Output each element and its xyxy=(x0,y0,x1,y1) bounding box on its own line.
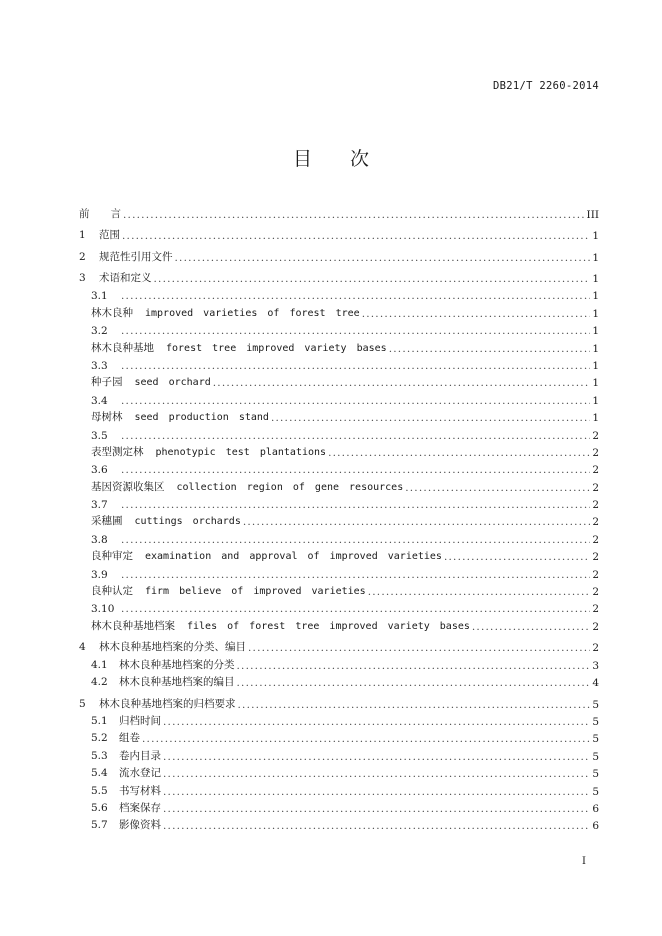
toc-entry-title xyxy=(91,499,119,511)
toc-entry[interactable] xyxy=(79,476,599,493)
toc-entry-title xyxy=(91,548,442,563)
dot-leader xyxy=(121,534,590,546)
toc-entry-english: seed orchard xyxy=(134,377,211,389)
toc-entry-page: 1 xyxy=(592,251,599,264)
toc-entry-label: 档案保存 xyxy=(119,801,161,814)
dot-leader xyxy=(472,621,590,633)
toc-entry-page: 2 xyxy=(592,551,599,564)
toc-entry-title xyxy=(79,639,246,654)
dot-leader xyxy=(121,360,590,372)
toc-entry-page: 6 xyxy=(592,802,599,815)
toc-entry-page: 6 xyxy=(592,820,599,833)
toc-entry-number: 5.5 xyxy=(91,784,108,797)
toc-entry[interactable] xyxy=(79,459,599,476)
toc-entry-number: 5.6 xyxy=(91,801,108,814)
toc-entry-label: 林木良种基地 xyxy=(91,341,154,354)
toc-entry-page: 2 xyxy=(592,481,599,494)
toc-entry-page: 2 xyxy=(592,603,599,616)
toc-entry-label: 林木良种基地档案的分类 xyxy=(119,658,235,671)
toc-entry-title xyxy=(91,748,161,763)
toc-entry-number: 4.1 xyxy=(91,658,108,671)
toc-entry-page: 2 xyxy=(592,586,599,599)
toc-entry-title xyxy=(79,249,173,264)
toc-entry[interactable] xyxy=(79,815,599,832)
dot-leader xyxy=(121,325,590,337)
toc-entry-title xyxy=(91,674,235,689)
toc-entry-number: 3.3 xyxy=(91,359,108,372)
toc-entry[interactable] xyxy=(79,494,599,511)
toc-entry-title xyxy=(91,479,403,494)
toc-entry-label: 林木良种基地档案的归档要求 xyxy=(99,697,236,710)
toc-entry[interactable] xyxy=(79,763,599,780)
toc-entry[interactable] xyxy=(79,654,599,671)
toc-entry-english: phenotypic test plantations xyxy=(155,446,327,458)
toc-entry[interactable] xyxy=(79,546,599,563)
toc-entry-label: 规范性引用文件 xyxy=(99,250,173,263)
toc-entry-title xyxy=(79,696,236,711)
dot-leader xyxy=(122,230,590,242)
toc-entry-title xyxy=(91,409,269,424)
toc-entry[interactable] xyxy=(79,728,599,745)
toc-entry-number: 3.7 xyxy=(91,499,108,512)
toc-entry-page: 2 xyxy=(592,642,599,655)
toc-entry-page: 5 xyxy=(592,698,599,711)
dot-leader xyxy=(362,308,591,320)
toc-entry-title xyxy=(91,340,387,355)
toc-entry-page: 1 xyxy=(592,290,599,303)
toc-entry-title xyxy=(91,657,235,672)
toc-entry-label: 林木良种基地档案的编目 xyxy=(119,676,235,689)
toc-entry-number: 4 xyxy=(79,641,86,654)
toc-entry-number: 5.2 xyxy=(91,732,108,745)
table-of-contents xyxy=(79,199,599,832)
toc-entry-label: 种子园 xyxy=(91,376,123,389)
toc-entry-label: 流水登记 xyxy=(119,767,161,780)
toc-entry-number: 3.6 xyxy=(91,464,108,477)
toc-entry-label: 林木良种基地档案 xyxy=(91,619,175,632)
toc-entry-title xyxy=(91,817,161,832)
toc-entry-label: 表型测定林 xyxy=(91,445,144,458)
toc-entry-title xyxy=(91,513,241,528)
toc-entry[interactable] xyxy=(79,528,599,545)
toc-entry-page: 2 xyxy=(592,499,599,512)
dot-leader xyxy=(123,209,585,221)
toc-entry[interactable] xyxy=(79,337,599,354)
toc-entry-page: III xyxy=(586,208,599,221)
toc-entry-number: 3.9 xyxy=(91,568,108,581)
toc-entry-label: 归档时间 xyxy=(119,714,161,727)
toc-entry-label: 林木良种基地档案的分类、编目 xyxy=(99,641,246,654)
toc-entry-page: 1 xyxy=(592,230,599,242)
toc-entry-number: 2 xyxy=(79,250,86,263)
toc-entry-label: 影像资料 xyxy=(119,819,161,832)
dot-leader xyxy=(213,377,591,389)
toc-entry[interactable] xyxy=(79,633,599,655)
toc-entry[interactable] xyxy=(79,780,599,797)
toc-entry-title xyxy=(91,395,119,407)
toc-entry[interactable] xyxy=(79,221,599,243)
toc-entry[interactable] xyxy=(79,285,599,302)
toc-entry-title xyxy=(91,290,119,302)
dot-leader xyxy=(121,499,590,511)
toc-entry-title xyxy=(91,583,366,598)
dot-leader xyxy=(163,786,590,798)
toc-entry[interactable] xyxy=(79,407,599,424)
toc-entry[interactable] xyxy=(79,615,599,632)
toc-entry-number: 5.3 xyxy=(91,749,108,762)
dot-leader xyxy=(121,395,590,407)
toc-entry-english: firm believe of improved varieties xyxy=(145,586,366,598)
toc-entry[interactable] xyxy=(79,424,599,441)
dot-leader xyxy=(328,447,590,459)
toc-entry-number: 3.4 xyxy=(91,394,108,407)
toc-entry-label: 术语和定义 xyxy=(99,272,152,284)
toc-entry-page: 5 xyxy=(592,733,599,746)
toc-entry-page: 1 xyxy=(592,273,599,285)
toc-entry-title xyxy=(91,325,119,337)
toc-entry[interactable] xyxy=(79,598,599,615)
toc-entry-page: 1 xyxy=(592,307,599,320)
toc-entry[interactable] xyxy=(79,242,599,264)
toc-entry[interactable] xyxy=(79,199,599,221)
toc-entry-page: 5 xyxy=(592,768,599,781)
toc-entry-page: 1 xyxy=(592,359,599,372)
toc-entry-page: 2 xyxy=(592,429,599,442)
toc-entry-label: 前 言 xyxy=(79,207,121,220)
toc-entry[interactable] xyxy=(79,302,599,319)
toc-entry[interactable] xyxy=(79,672,599,689)
toc-entry-english: improved varieties of forest tree xyxy=(145,307,360,319)
toc-entry[interactable] xyxy=(79,563,599,580)
toc-entry-label: 范围 xyxy=(99,229,120,241)
toc-entry-number: 5.1 xyxy=(91,714,108,727)
toc-entry-page: 5 xyxy=(592,785,599,798)
dot-leader xyxy=(163,768,590,780)
toc-entry-page: 1 xyxy=(592,377,599,390)
dot-leader xyxy=(121,464,590,476)
toc-entry-page: 2 xyxy=(592,446,599,459)
toc-entry-page: 5 xyxy=(592,715,599,728)
toc-entry-label: 林木良种 xyxy=(91,306,133,319)
toc-entry-title xyxy=(91,534,119,546)
toc-entry[interactable] xyxy=(79,581,599,598)
dot-leader xyxy=(243,516,590,528)
toc-entry-page: 1 xyxy=(592,342,599,355)
dot-leader xyxy=(271,412,590,424)
toc-entry[interactable] xyxy=(79,442,599,459)
dot-leader xyxy=(238,699,591,711)
toc-entry-page: 1 xyxy=(592,394,599,407)
dot-leader xyxy=(121,430,590,442)
toc-entry-title xyxy=(91,800,161,815)
toc-entry-page: 2 xyxy=(592,620,599,633)
toc-entry-number: 3.1 xyxy=(91,290,108,303)
toc-entry-page: 3 xyxy=(592,659,599,672)
toc-entry-label: 良种认定 xyxy=(91,585,133,598)
toc-entry-label: 基因资源收集区 xyxy=(91,480,165,493)
toc-entry[interactable] xyxy=(79,389,599,406)
toc-entry-page: 4 xyxy=(592,677,599,690)
toc-entry-english: forest tree improved variety bases xyxy=(166,342,387,354)
toc-entry-title xyxy=(91,730,140,745)
dot-leader xyxy=(405,482,590,494)
dot-leader xyxy=(389,343,591,355)
toc-entry-label: 采穗圃 xyxy=(91,515,123,528)
toc-entry[interactable] xyxy=(79,355,599,372)
title-char-2: 次 xyxy=(350,148,370,170)
toc-entry-number: 5 xyxy=(79,697,86,710)
toc-entry-label: 卷内目录 xyxy=(119,749,161,762)
toc-entry-number: 5.4 xyxy=(91,767,108,780)
toc-entry-english: examination and approval of improved varieties xyxy=(145,551,442,563)
document-code: DB21/T 2260-2014 xyxy=(493,80,599,92)
toc-entry-number: 5.7 xyxy=(91,819,108,832)
toc-entry[interactable] xyxy=(79,372,599,389)
toc-entry-title xyxy=(79,206,121,221)
toc-entry-title xyxy=(91,765,161,780)
toc-entry-number: 3.5 xyxy=(91,429,108,442)
toc-entry[interactable] xyxy=(79,745,599,762)
dot-leader xyxy=(163,751,590,763)
toc-entry-title xyxy=(91,464,119,476)
dot-leader xyxy=(163,820,590,832)
toc-entry-page: 2 xyxy=(592,568,599,581)
toc-entry-number: 3.8 xyxy=(91,533,108,546)
dot-leader xyxy=(121,290,590,302)
toc-entry-page: 1 xyxy=(592,325,599,338)
toc-entry[interactable] xyxy=(79,689,599,711)
toc-entry-title xyxy=(91,569,119,581)
toc-entry[interactable] xyxy=(79,711,599,728)
dot-leader xyxy=(163,803,590,815)
toc-entry-title xyxy=(91,305,360,320)
toc-entry-title xyxy=(79,270,152,285)
toc-entry[interactable] xyxy=(79,798,599,815)
toc-entry-label: 书写材料 xyxy=(119,784,161,797)
toc-entry-title xyxy=(91,430,119,442)
toc-entry-page: 1 xyxy=(592,412,599,425)
toc-entry-english: collection region of gene resources xyxy=(176,481,404,493)
toc-entry-number: 4.2 xyxy=(91,676,108,689)
toc-entry-title xyxy=(91,783,161,798)
toc-entry-title xyxy=(91,360,119,372)
dot-leader xyxy=(368,586,591,598)
toc-entry-page: 5 xyxy=(592,750,599,763)
toc-entry-english: files of forest tree improved variety bases xyxy=(187,620,470,632)
toc-entry-title xyxy=(91,374,211,389)
toc-entry-label: 组卷 xyxy=(119,732,140,745)
dot-leader xyxy=(163,716,590,728)
page-title xyxy=(0,144,662,171)
toc-entry-number: 1 xyxy=(79,229,86,241)
toc-entry-page: 2 xyxy=(592,516,599,529)
toc-entry-label: 良种审定 xyxy=(91,550,133,563)
toc-entry-page: 2 xyxy=(592,464,599,477)
footer-page-number: I xyxy=(582,856,586,867)
dot-leader xyxy=(237,677,591,689)
toc-entry[interactable] xyxy=(79,264,599,286)
dot-leader xyxy=(444,551,590,563)
toc-entry-title xyxy=(91,713,161,728)
dot-leader xyxy=(121,603,590,615)
toc-entry-number: 3.10 xyxy=(91,603,115,616)
toc-entry-title xyxy=(91,618,470,633)
toc-entry-label: 母树林 xyxy=(91,411,123,424)
toc-entry-title xyxy=(79,227,120,242)
toc-entry-page: 2 xyxy=(592,533,599,546)
dot-leader xyxy=(175,252,591,264)
toc-entry-english: seed production stand xyxy=(134,412,269,424)
toc-entry-title xyxy=(91,444,326,459)
dot-leader xyxy=(142,733,590,745)
toc-entry-title xyxy=(91,603,119,615)
dot-leader xyxy=(237,660,591,672)
toc-entry[interactable] xyxy=(79,320,599,337)
title-char-1: 目 xyxy=(292,148,312,170)
dot-leader xyxy=(248,642,590,654)
dot-leader xyxy=(121,569,590,581)
toc-entry[interactable] xyxy=(79,511,599,528)
dot-leader xyxy=(154,273,591,285)
toc-entry-number: 3 xyxy=(79,272,86,284)
toc-entry-english: cuttings orchards xyxy=(134,516,241,528)
toc-entry-number: 3.2 xyxy=(91,325,108,338)
